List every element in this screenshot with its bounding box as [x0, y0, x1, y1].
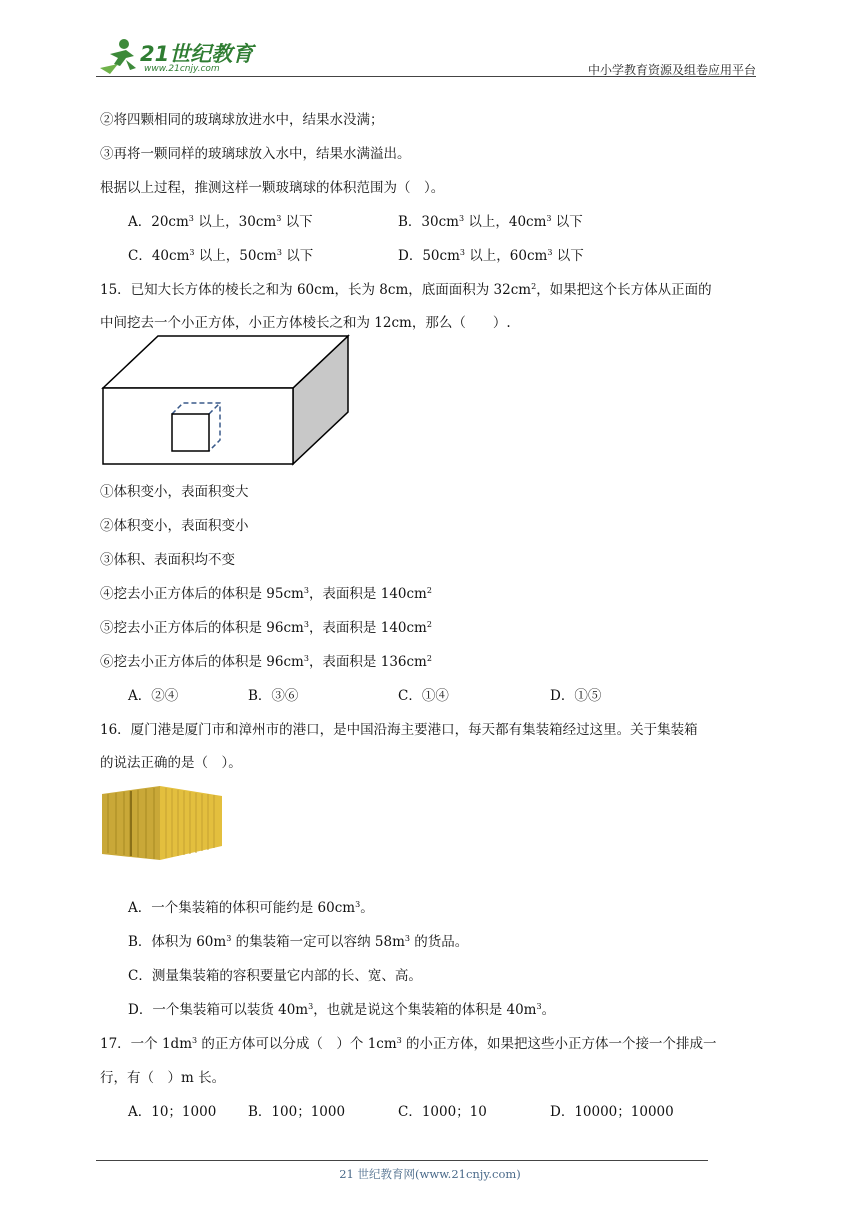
header-divider: [96, 76, 756, 77]
container-image: [100, 784, 224, 864]
site-logo: [96, 34, 266, 78]
q17-option-c[interactable]: C．1000；10: [398, 1104, 487, 1120]
q15-statement-1: ①体积变小，表面积变大: [100, 484, 249, 500]
q14-option-b[interactable]: B．$30cm^3$ 以上，$40cm^3$ 以下: [398, 214, 583, 230]
q14-step3: ③再将一颗同样的玻璃球放入水中，结果水满溢出。: [100, 146, 411, 162]
q14-option-c[interactable]: C．$40cm^3$ 以上，$50cm^3$ 以下: [128, 248, 314, 264]
q16-option-c[interactable]: C．测量集装箱的容积要量它内部的长、宽、高。: [128, 968, 422, 984]
q15-stem-line2: 中间挖去一个小正方体，小正方体棱长之和为 12cm，那么（ ）.: [100, 315, 511, 331]
q15-option-d[interactable]: D．①⑤: [550, 688, 602, 704]
logo-url: www.21cnjy.com: [144, 64, 220, 74]
q16-option-a[interactable]: A．一个集装箱的体积可能约是 $60cm^3$。: [128, 900, 374, 916]
q15-statement-3: ③体积、表面积均不变: [100, 552, 235, 568]
cuboid-figure: [100, 334, 352, 468]
q15-stem-line1: 15．已知大长方体的棱长之和为 60cm，长为 8cm，底面面积为 $32cm^2$，如果把这个长方体从正面的: [100, 282, 712, 298]
q15-statement-5: ⑤挖去小正方体后的体积是 $96cm^3$，表面积是 $140cm^2$: [100, 620, 432, 636]
q15-option-b[interactable]: B．③⑥: [248, 688, 299, 704]
q14-step2: ②将四颗相同的玻璃球放进水中，结果水没满；: [100, 112, 384, 128]
footer-link[interactable]: 21 世纪教育网(www.21cnjy.com): [339, 1167, 521, 1181]
q14-option-a[interactable]: A．$20cm^3$ 以上，$30cm^3$ 以下: [128, 214, 313, 230]
q15-statement-6: ⑥挖去小正方体后的体积是 $96cm^3$，表面积是 $136cm^2$: [100, 654, 432, 670]
footer-divider: [96, 1160, 708, 1161]
q16-option-d[interactable]: D．一个集装箱可以装货 $40m^3$，也就是说这个集装箱的体积是 $40m^3$。: [128, 1002, 556, 1018]
q15-statement-4: ④挖去小正方体后的体积是 $95cm^3$，表面积是 $140cm^2$: [100, 586, 432, 602]
q17-option-d[interactable]: D．10000；10000: [550, 1104, 674, 1120]
q16-stem-line2: 的说法正确的是（ ）。: [100, 755, 242, 771]
q17-stem-line1: 17．一个 $1dm^3$ 的正方体可以分成（ ）个 $1cm^3$ 的小正方体，如果把这些小正方体一个接一个排成一: [100, 1036, 717, 1052]
q15-option-a[interactable]: A．②④: [128, 688, 179, 704]
platform-name: 中小学教育资源及组卷应用平台: [587, 63, 756, 77]
q16-option-b[interactable]: B．体积为 $60m^3$ 的集装箱一定可以容纳 $58m^3$ 的货品。: [128, 934, 469, 950]
q14-option-d[interactable]: D．$50cm^3$ 以上，$60cm^3$ 以下: [398, 248, 584, 264]
q15-option-c[interactable]: C．①④: [398, 688, 449, 704]
q14-stem: 根据以上过程，推测这样一颗玻璃球的体积范围为（ ）。: [100, 180, 445, 196]
q17-option-b[interactable]: B．100；1000: [248, 1104, 346, 1120]
q16-stem-line1: 16．厦门港是厦门市和漳州市的港口，是中国沿海主要港口，每天都有集装箱经过这里。关于集装箱: [100, 722, 698, 738]
q17-stem-line2: 行，有（ ）m 长。: [100, 1070, 226, 1086]
q15-statement-2: ②体积变小，表面积变小: [100, 518, 249, 534]
q17-option-a[interactable]: A．10；1000: [128, 1104, 217, 1120]
logo-text: 21世纪教育: [140, 42, 254, 66]
